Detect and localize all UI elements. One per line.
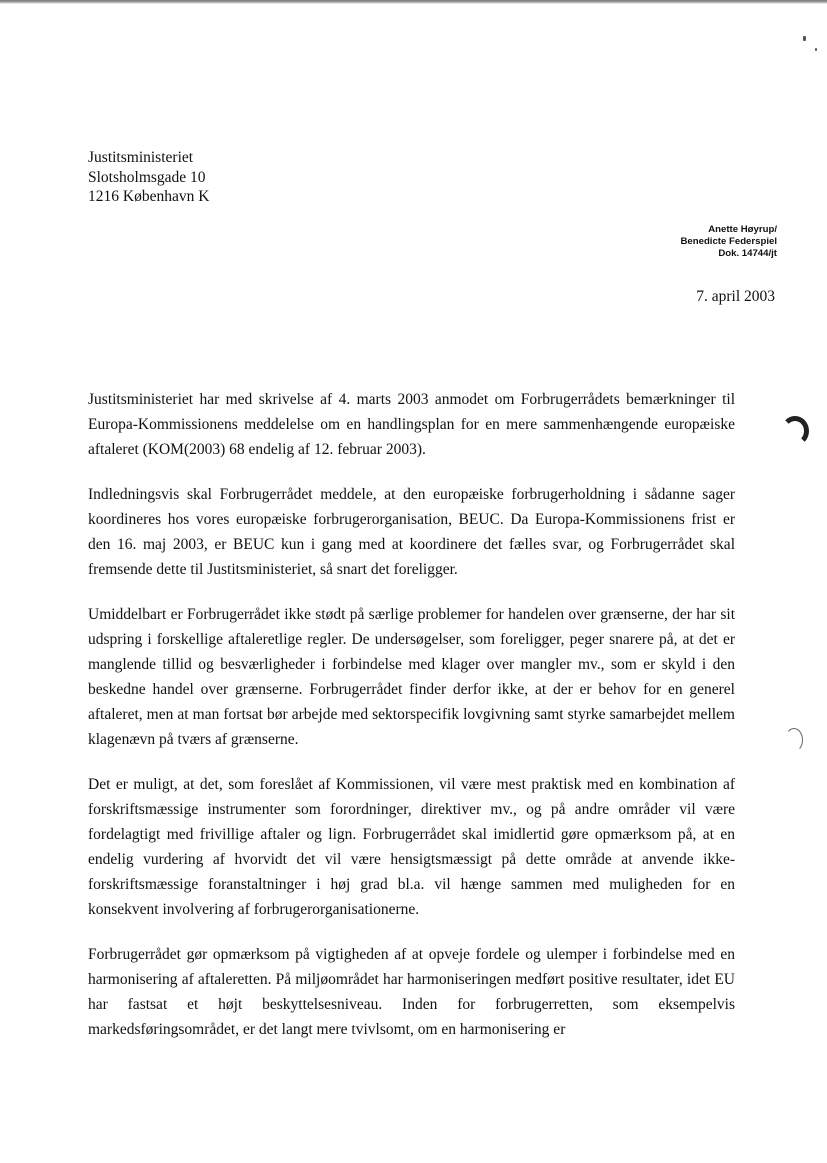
scan-speck <box>815 48 817 51</box>
scan-edge <box>0 0 827 4</box>
body-paragraph-5: Forbrugerrådet gør opmærksom på vigtigheden af at opveje fordele og ulemper i forbindelse med en harmonisering af aftaleretten. På miljøområdet har harmoniseringen medført positive resultater, idet EU har fastsat et højt beskyttelsesniveau. Inden for forbrugerretten, som eksempelvis markedsføringsområdet, er det langt mere tvivlsomt, om en harmonisering er <box>88 946 735 1038</box>
letter-date: 7. april 2003 <box>696 288 775 305</box>
sender-reference <box>680 224 777 260</box>
scan-speck <box>803 36 806 41</box>
punch-hole-mark <box>785 728 803 752</box>
sender-line-2: Benedicte Federspiel <box>680 236 777 247</box>
body-paragraph-3: Umiddelbart er Forbrugerrådet ikke stødt på særlige problemer for handelen over grænserne, der har sit udspring i forskellige aftaleretlige regler. De undersøgelser, som foreligger, peger snarere på, at det er manglende tillid og besværligheder i forbindelse med klager over mangler mv., som er skyld i den beskedne handel over grænserne. Forbrugerrådet finder derfor ikke, at der er behov for en generel aftaleret, men at man fortsat bør arbejde med sektorspecifik lovgivning samt styrke samarbejdet mellem klagenævn på tværs af grænserne. <box>88 606 735 748</box>
punch-hole-mark <box>781 416 809 446</box>
recipient-city: 1216 København K <box>88 188 210 205</box>
recipient-address <box>88 148 209 207</box>
sender-document-number: Dok. 14744/jt <box>718 248 777 259</box>
body-paragraph-2: Indledningsvis skal Forbrugerrådet meddele, at den europæiske forbrugerholdning i sådanne sager koordineres hos vores europæiske forbrugerorganisation, BEUC. Da Europa-Kommissionens frist er den 16. maj 2003, er BEUC kun i gang med at koordinere det fælles svar, og Forbrugerrådet skal fremsende dette til Justitsministeriet, så snart det foreligger. <box>88 486 735 578</box>
body-paragraph-4: Det er muligt, at det, som foreslået af Kommissionen, vil være mest praktisk med en kombination af forskriftsmæssige instrumenter som forordninger, direktiver mv., og på andre områder vil være fordelagtigt med frivillige aftaler og lign. Forbrugerrådet skal imidlertid gøre opmærksom på, at en endelig vurdering af hvorvidt det vil være hensigtsmæssigt på dette område at anvende ikke-forskriftsmæssige foranstaltninger i høj grad bl.a. vil hænge sammen med muligheden for en konsekvent involvering af forbrugerorganisationerne. <box>88 776 735 918</box>
sender-line-1: Anette Høyrup/ <box>708 224 777 235</box>
letter-body <box>88 387 735 1062</box>
body-paragraph-1: Justitsministeriet har med skrivelse af 4. marts 2003 anmodet om Forbrugerrådets bemærkninger til Europa-Kommissionens meddelelse om en handlingsplan for en mere sammenhængende europæiske aftaleret (KOM(2003) 68 endelig af 12. februar 2003). <box>88 391 735 458</box>
recipient-street: Slotsholmsgade 10 <box>88 168 206 186</box>
recipient-name: Justitsministeriet <box>88 149 194 166</box>
